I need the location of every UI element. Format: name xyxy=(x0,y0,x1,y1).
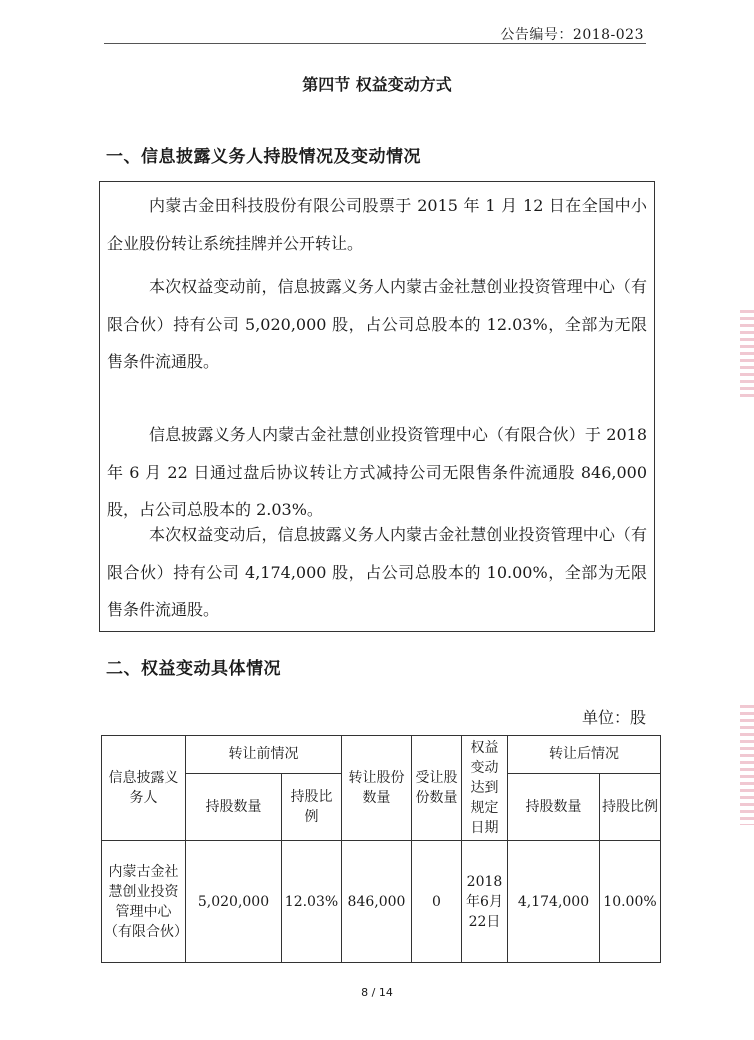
holdings-text-box xyxy=(99,181,655,632)
paragraph-listing: 内蒙古金田科技股份有限公司股票于 2015 年 1 月 12 日在全国中小企业股份转让系统挂牌并公开转让。 xyxy=(107,196,647,253)
table-row xyxy=(102,841,661,963)
cell-after-shares: 4,174,000 xyxy=(508,841,600,963)
cell-transfer-shares: 846,000 xyxy=(342,841,412,963)
seal-edge-mark xyxy=(740,705,754,825)
header-received-shares: 受让股份数量 xyxy=(412,736,462,841)
header-before-group: 转让前情况 xyxy=(186,736,342,774)
header-transfer-shares: 转让股份数量 xyxy=(342,736,412,841)
equity-change-table xyxy=(101,735,661,963)
subheader-before-ratio: 持股比例 xyxy=(282,773,342,841)
subheader-before-shares: 持股数量 xyxy=(186,773,282,841)
cell-change-date: 2018年6月22日 xyxy=(462,841,508,963)
header-discloser: 信息披露义务人 xyxy=(102,736,186,841)
subheader-after-shares: 持股数量 xyxy=(508,773,600,841)
cell-discloser: 内蒙古金社慧创业投资管理中心（有限合伙） xyxy=(102,841,186,963)
header-after-group: 转让后情况 xyxy=(508,736,661,774)
page-number: 8 / 14 xyxy=(361,986,393,999)
unit-label: 单位：股 xyxy=(581,708,646,727)
header-change-date: 权益变动达到规定日期 xyxy=(462,736,508,841)
subheader-after-ratio: 持股比例 xyxy=(600,773,661,841)
header-rule xyxy=(104,43,646,44)
section-title: 第四节 权益变动方式 xyxy=(302,75,452,94)
cell-before-ratio: 12.03% xyxy=(282,841,342,963)
table-header-row xyxy=(102,736,661,774)
cell-after-ratio: 10.00% xyxy=(600,841,661,963)
paragraph-before-change: 本次权益变动前，信息披露义务人内蒙古金社慧创业投资管理中心（有限合伙）持有公司 5,020,000 股，占公司总股本的 12.03%，全部为无限售条件流通股。 xyxy=(107,277,647,371)
heading-change-details: 二、权益变动具体情况 xyxy=(106,659,281,679)
cell-before-shares: 5,020,000 xyxy=(186,841,282,963)
seal-edge-mark xyxy=(740,310,754,400)
paragraph-reduction: 信息披露义务人内蒙古金社慧创业投资管理中心（有限合伙）于 2018 年 6 月 22 日通过盘后协议转让方式减持公司无限售条件流通股 846,000 股，占公司总股本的 2.03%。 xyxy=(107,425,647,519)
cell-received-shares: 0 xyxy=(412,841,462,963)
heading-holdings-changes: 一、信息披露义务人持股情况及变动情况 xyxy=(106,147,421,167)
paragraph-after-change: 本次权益变动后，信息披露义务人内蒙古金社慧创业投资管理中心（有限合伙）持有公司 4,174,000 股，占公司总股本的 10.00%，全部为无限售条件流通股。 xyxy=(107,525,647,619)
announcement-number: 公告编号：2018-023 xyxy=(500,27,644,43)
